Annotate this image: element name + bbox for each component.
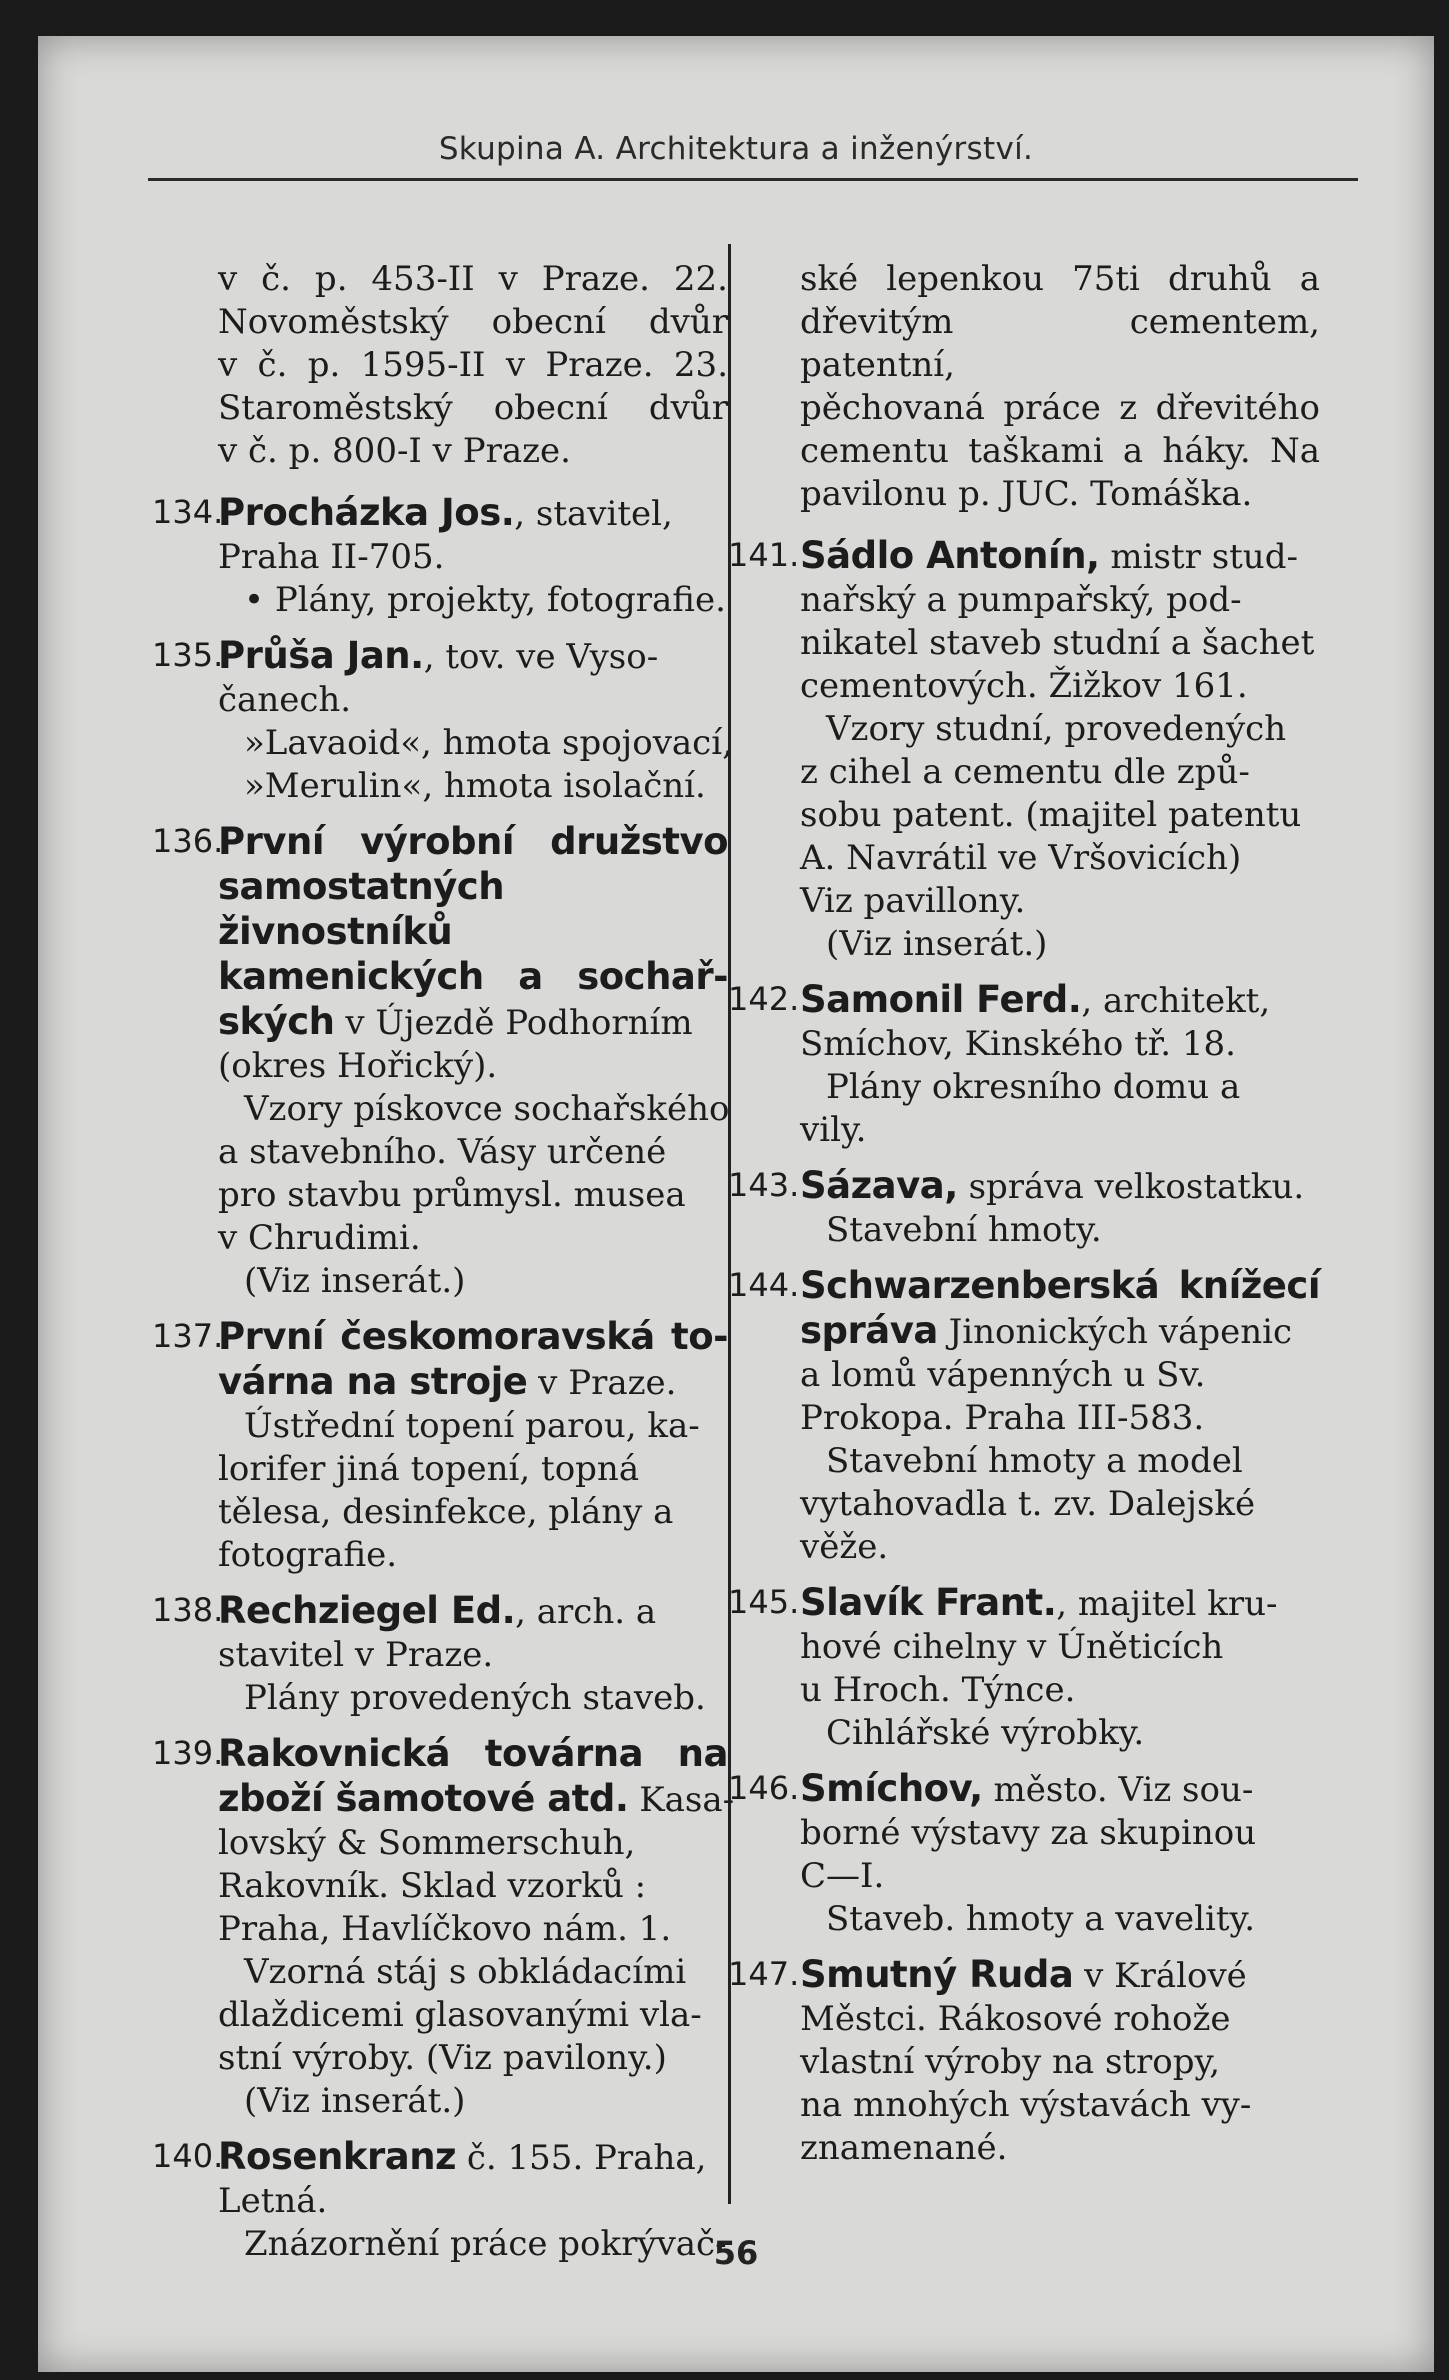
page-number: 56 (713, 2234, 759, 2272)
entry-number: 135. (152, 636, 224, 674)
entry-name: Procházka Jos. (218, 491, 515, 534)
entry-text-line: Letná. (218, 2181, 328, 2221)
entry-text-line: Plány okresního domu a (826, 1067, 1241, 1107)
entry-text-line: cementových. Žižkov 161. (800, 666, 1248, 706)
entry-name: samostatných živnostníků (218, 865, 505, 953)
entry-text-line: Vzory pískovce sochařského (244, 1089, 730, 1129)
entry-text-line: Stavební hmoty. (826, 1210, 1102, 1250)
entry-number: 142. (728, 980, 800, 1018)
entry-first-line (800, 1581, 1320, 1626)
entry-text-line: Vzory studní, provedených (826, 709, 1287, 749)
entry-name: ských (218, 1000, 335, 1043)
entry-text-line: fotografie. (218, 1535, 398, 1575)
entry-text-line: nikatel staveb studní a šachet (800, 623, 1315, 663)
entry-detail: , tov. ve Vyso- (423, 637, 659, 677)
entry-first-line (218, 1589, 728, 1634)
entry-text-line: věže. (800, 1527, 889, 1567)
entry-text-line: stavitel v Praze. (218, 1635, 494, 1675)
entry-detail: č. 155. Praha, (456, 2138, 707, 2178)
right-column (728, 258, 1320, 2182)
entry-text-line: (Viz inserát.) (244, 1261, 466, 1301)
entry-text-line: C—I. (800, 1856, 885, 1896)
entry-first-line (800, 1767, 1320, 1812)
entry-text-line: lorifer jiná topení, topná (218, 1449, 640, 1489)
entry-text-line: z cihel a cementu dle způ- (800, 752, 1250, 792)
scanned-page (38, 36, 1434, 2372)
entry-text-line: (Viz inserát.) (244, 2081, 466, 2121)
entry-name: První výrobní družstvo (218, 820, 728, 863)
entry-text-line: »Merulin«, hmota isolační. (244, 766, 706, 806)
entry-first-line (218, 1360, 728, 1405)
entry-name: Samonil Ferd. (800, 978, 1082, 1021)
entry-text-line: (Viz inserát.) (826, 924, 1048, 964)
directory-entry (728, 1953, 1320, 2170)
entry-text-line: Staveb. hmoty a vavelity. (826, 1899, 1256, 1939)
entry-first-line (218, 1000, 728, 1045)
directory-entry (728, 1264, 1320, 1569)
entry-text-line: »Lavaoid«, hmota spojovací, (244, 723, 733, 763)
directory-entry (152, 1589, 728, 1720)
entry-name: Průša Jan. (218, 634, 424, 677)
entry-text-line: Plány provedených staveb. (244, 1678, 706, 1718)
entry-name: Smutný Ruda (800, 1953, 1074, 1996)
entries-left (152, 491, 735, 2266)
intro-line: pavilonu p. JUC. Tomáška. (800, 474, 1253, 514)
entry-text-line: Prokopa. Praha III-583. (800, 1398, 1205, 1438)
entry-detail: , arch. a (515, 1592, 657, 1632)
entry-text-line: dlaždicemi glasovanými vla- (218, 1995, 702, 2035)
entry-detail: Jinonických vápenic (937, 1312, 1293, 1352)
intro-line: Staroměstský obecní dvůr (218, 388, 728, 428)
entry-name: První českomoravská to- (218, 1315, 728, 1358)
entry-name-line (218, 1315, 728, 1360)
entry-name: Slavík Frant. (800, 1581, 1057, 1624)
entry-name-line (218, 820, 728, 865)
entry-text-line: hové cihelny v Úněticích (800, 1627, 1224, 1667)
entry-text-line: (okres Hořický). (218, 1046, 498, 1086)
directory-entry (152, 1732, 735, 2123)
directory-entry (152, 491, 728, 622)
intro-line: v č. p. 1595-II v Praze. 23. (218, 345, 728, 385)
intro-line: cementu taškami a háky. Na (800, 431, 1320, 471)
entry-detail: v Újezdě Podhorním (334, 1003, 693, 1043)
entry-text-line: borné výstavy za skupinou (800, 1813, 1257, 1853)
entry-name: Schwarzenberská knížecí (800, 1264, 1320, 1307)
directory-entry (152, 1315, 728, 1577)
entry-number: 140. (152, 2137, 224, 2175)
entry-number: 144. (728, 1266, 800, 1304)
entry-name-line (800, 1264, 1320, 1309)
entry-text-line: lovský & Sommerschuh, (218, 1823, 636, 1863)
entry-name: Sázava, (800, 1164, 958, 1207)
entry-text-line: a stavebního. Vásy určené (218, 1132, 667, 1172)
entry-text-line: Viz pavillony. (800, 881, 1026, 921)
entry-name-line (218, 1732, 728, 1777)
intro-left (218, 258, 728, 473)
entry-detail: město. Viz sou- (982, 1770, 1254, 1810)
entry-detail: , majitel kru- (1056, 1584, 1278, 1624)
intro-line: Novoměstský obecní dvůr (218, 302, 728, 342)
entry-number: 134. (152, 493, 224, 531)
entry-first-line (218, 1777, 735, 1822)
entry-name-line (218, 865, 728, 955)
entry-first-line (800, 1953, 1320, 1998)
entry-text-line: Smíchov, Kinského tř. 18. (800, 1024, 1236, 1064)
entry-text-line: vily. (800, 1110, 867, 1150)
entry-text-line: nařský a pumpařský, pod- (800, 580, 1242, 620)
directory-entry (152, 820, 730, 1303)
entry-detail: , architekt, (1081, 981, 1271, 1021)
entry-detail: v Praze. (527, 1363, 677, 1403)
entry-text-line: vytahovadla t. zv. Dalejské (800, 1484, 1256, 1524)
intro-line: v č. p. 800-I v Praze. (218, 431, 571, 471)
intro-line: v č. p. 453-II v Praze. 22. (218, 259, 728, 299)
entry-text-line: čanech. (218, 680, 352, 720)
entry-number: 138. (152, 1591, 224, 1629)
entry-number: 137. (152, 1317, 224, 1355)
entry-name: várna na stroje (218, 1360, 528, 1403)
entry-text-line: pro stavbu průmysl. musea (218, 1175, 686, 1215)
entry-number: 146. (728, 1769, 800, 1807)
entry-name: Rechziegel Ed. (218, 1589, 516, 1632)
entry-number: 145. (728, 1583, 800, 1621)
entry-text-line: Rakovník. Sklad vzorků : (218, 1866, 647, 1906)
entry-first-line (800, 978, 1320, 1023)
entry-name: kamenických a sochař- (218, 955, 728, 998)
directory-entry (728, 534, 1320, 966)
entry-text-line: Stavební hmoty a model (826, 1441, 1243, 1481)
directory-entry (728, 1164, 1320, 1252)
intro-line: pěchovaná práce z dřevitého (800, 388, 1320, 428)
entry-text-line: • Plány, projekty, fotografie. (244, 580, 726, 620)
intro-right (800, 258, 1320, 516)
directory-entry (728, 1581, 1320, 1755)
entry-name: Sádlo Antonín, (800, 534, 1100, 577)
entry-text-line: stní výroby. (Viz pavilony.) (218, 2038, 667, 2078)
entry-name-line (218, 955, 728, 1000)
entry-name: správa (800, 1309, 938, 1352)
entry-number: 141. (728, 536, 800, 574)
entries-right (728, 534, 1320, 2170)
entry-text-line: vlastní výroby na stropy, (800, 2042, 1221, 2082)
entry-name: Smíchov, (800, 1767, 983, 1810)
entry-text-line: u Hroch. Týnce. (800, 1670, 1076, 1710)
entry-text-line: Ústřední topení parou, ka- (244, 1406, 700, 1446)
entry-number: 147. (728, 1955, 800, 1993)
entry-number: 139. (152, 1734, 224, 1772)
entry-text-line: Vzorná stáj s obkládacími (244, 1952, 687, 1992)
entry-number: 143. (728, 1166, 800, 1204)
entry-name: Rakovnická továrna na (218, 1732, 728, 1775)
entry-text-line: Praha II-705. (218, 537, 445, 577)
directory-entry (728, 978, 1320, 1152)
entry-text-line: a lomů vápenných u Sv. (800, 1355, 1206, 1395)
entry-text-line: tělesa, desinfekce, plány a (218, 1492, 674, 1532)
directory-entry (152, 634, 733, 808)
entry-first-line (800, 1309, 1320, 1354)
entry-text-line: na mnohých výstavách vy- (800, 2085, 1252, 2125)
entry-text-line: A. Navrátil ve Vršovicích) (800, 838, 1242, 878)
entry-name: zboží šamotové atd. (218, 1777, 629, 1820)
entry-detail: správa velkostatku. (957, 1167, 1305, 1207)
entry-detail: , stavitel, (514, 494, 673, 534)
entry-first-line (218, 2135, 728, 2180)
entry-text-line: v Chrudimi. (218, 1218, 421, 1258)
entry-detail: Kasa- (628, 1780, 735, 1820)
entry-first-line (218, 634, 728, 679)
entry-text-line: Znázornění práce pokrývač- (244, 2224, 727, 2264)
entry-text-line: Cihlářské výrobky. (826, 1713, 1145, 1753)
header-rule (148, 178, 1358, 181)
entry-first-line (800, 534, 1320, 579)
entry-detail: v Králové (1073, 1956, 1247, 1996)
intro-line: ské lepenkou 75ti druhů a (800, 259, 1320, 299)
entry-text-line: sobu patent. (majitel patentu (800, 795, 1302, 835)
entry-number: 136. (152, 822, 224, 860)
entry-first-line (218, 491, 728, 536)
entry-name: Rosenkranz (218, 2135, 457, 2178)
entry-detail: mistr stud- (1099, 537, 1298, 577)
page-header: Skupina A. Architektura a inženýrství. (438, 131, 1034, 167)
entry-first-line (800, 1164, 1320, 1209)
entry-text-line: Praha, Havlíčkovo nám. 1. (218, 1909, 672, 1949)
entry-text-line: Městci. Rákosové rohože (800, 1999, 1231, 2039)
entry-text-line: znamenané. (800, 2128, 1008, 2168)
intro-line: dřevitým cementem, patentní, (800, 302, 1320, 385)
directory-entry (728, 1767, 1320, 1941)
left-column (152, 258, 735, 2278)
